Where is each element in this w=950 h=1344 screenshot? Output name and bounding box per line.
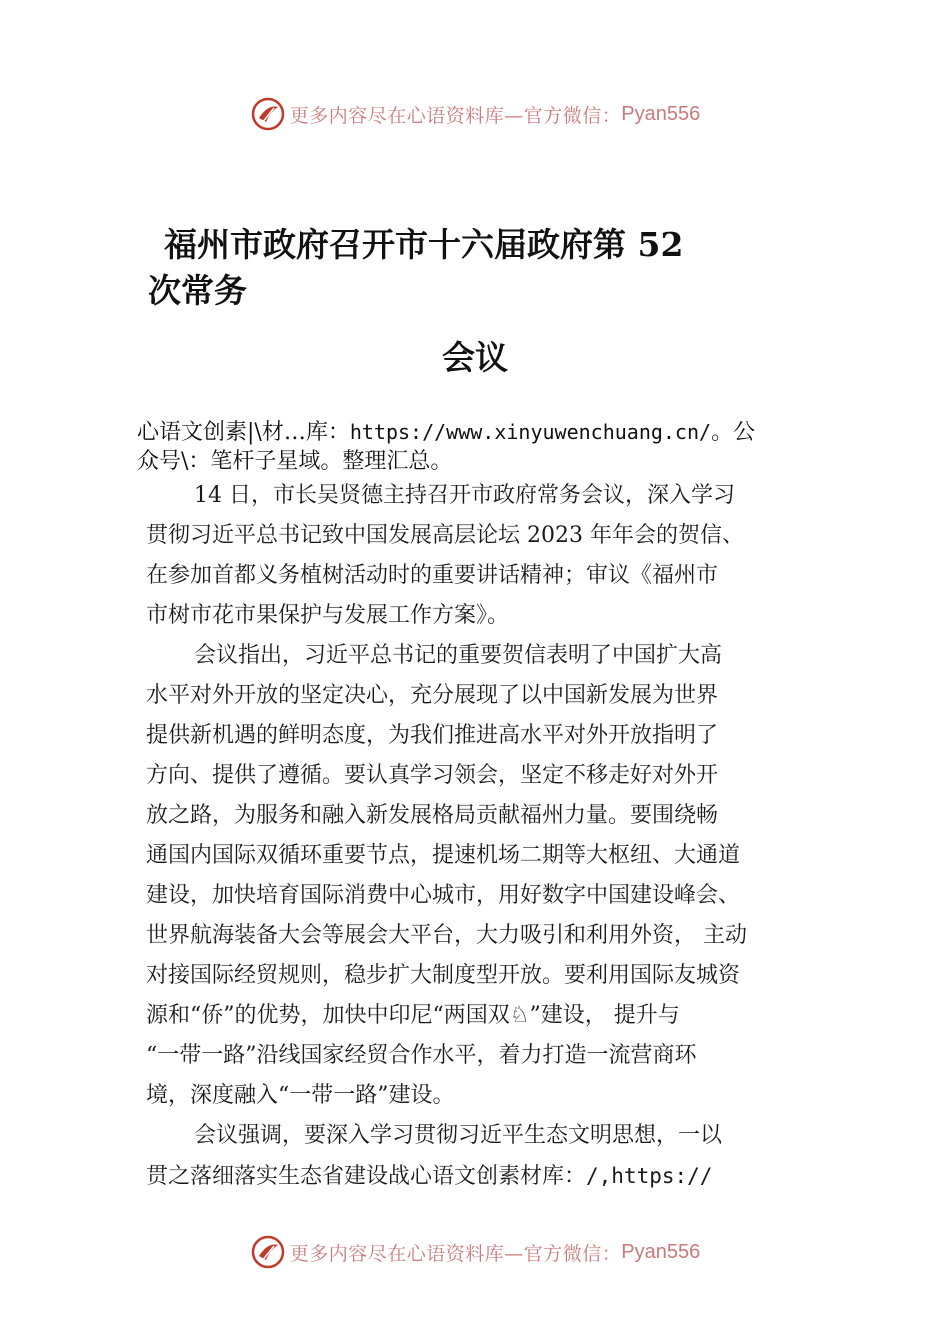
body-line: 提供新机遇的鲜明态度，为我们推进高水平对外开放指明了	[146, 723, 719, 748]
body-line: 贯彻习近平总书记致中国发展高层论坛 2023 年年会的贺信、	[146, 523, 744, 548]
last-line-prefix: 贯之落细落实生态省建设战心语文创素材库：	[146, 1164, 587, 1189]
source-line-2: 众号\：笔杆子星域。整理汇总。	[137, 449, 453, 474]
body-line: 市树市花市果保护与发展工作方案》。	[146, 603, 510, 628]
footer-banner	[0, 1232, 950, 1272]
brand-logo-icon	[250, 96, 286, 132]
source-prefix: 心语文创素|\材…库：	[137, 420, 350, 445]
body-line: “一带一路”沿线国家经贸合作水平，着力打造一流营商环	[146, 1043, 697, 1068]
body-line: 建设，加快培育国际消费中心城市，用好数字中国建设峰会、	[146, 883, 741, 908]
title-line-3: 会议	[442, 338, 508, 377]
body-line: 世界航海装备大会等展会大平台，大力吸引和利用外资， 主动	[146, 923, 747, 948]
body-line: 14 日，市长吴贤德主持召开市政府常务会议，深入学习	[194, 483, 735, 508]
body-line: 水平对外开放的坚定决心，充分展现了以中国新发展为世界	[146, 683, 719, 708]
header-banner	[0, 94, 950, 134]
body-last-line	[146, 1156, 826, 1196]
body-line: 通国内国际双循环重要节点，提速机场二期等大枢纽、大通道	[146, 843, 741, 868]
banner-text: 更多内容尽在心语资料库—官方微信：	[289, 1242, 622, 1265]
title-line-1: 福州市政府召开市十六届政府第 52	[164, 225, 684, 264]
brand-logo-icon	[250, 1234, 286, 1270]
body-line: 对接国际经贸规则，稳步扩大制度型开放。要利用国际友城资	[146, 963, 741, 988]
source-suffix: 。公	[711, 420, 756, 445]
title-line-2: 次常务	[148, 271, 247, 310]
body-line: 境，深度融入“一带一路”建设。	[146, 1083, 455, 1108]
body-line: 会议强调，要深入学习贯彻习近平生态文明思想，一以	[194, 1123, 723, 1148]
banner-wechat-id: Pyan556	[621, 1240, 701, 1263]
banner-text: 更多内容尽在心语资料库—官方微信：	[289, 104, 622, 127]
body-line: 方向、提供了遵循。要认真学习领会，坚定不移走好对外开	[146, 763, 719, 788]
document-title	[148, 222, 788, 314]
banner-wechat-id: Pyan556	[621, 102, 701, 125]
body-line: 会议指出，习近平总书记的重要贺信表明了中国扩大高	[194, 643, 723, 668]
body-line: 放之路，为服务和融入新发展格局贡献福州力量。要围绕畅	[146, 803, 719, 828]
source-note	[137, 418, 837, 476]
body-line: 在参加首都义务植树活动时的重要讲话精神；审议《福州市	[146, 563, 719, 588]
article-body	[146, 476, 826, 1196]
source-url: https://www.xinyuwenchuang.cn/	[349, 420, 712, 444]
body-line: 源和“侨”的优势，加快中印尼“两国双♘”建设， 提升与	[146, 1003, 680, 1028]
last-line-url: /,https://	[586, 1164, 713, 1188]
